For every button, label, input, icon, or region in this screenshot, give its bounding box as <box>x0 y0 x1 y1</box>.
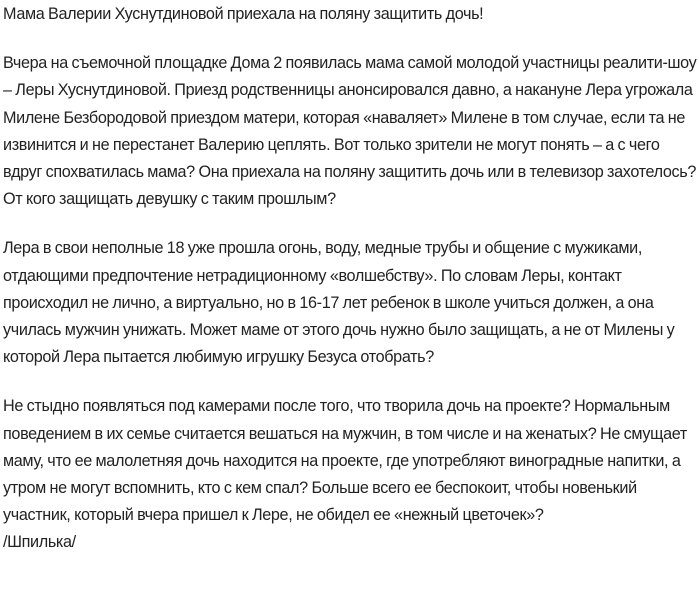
article-title: Мама Валерии Хуснутдиновой приехала на поляну защитить дочь! <box>3 5 484 23</box>
article-paragraph-2: Лера в свои неполные 18 уже прошла огонь, воду, медные трубы и общение с мужиками, отдающими предпочтение нетрадиционному «волшебству». По словам Леры, контакт происходил не лично, а виртуально, но в 16-17 лет ребенок в школе учиться должен, а она училась мужчин унижать. Может маме от этого дочь нужно было защищать, а не от Милены у которой Лера пытается любимую игрушку Безуса отобрать? <box>3 239 675 367</box>
article <box>3 1 697 557</box>
article-paragraph-1: Вчера на съемочной площадке Дома 2 появилась мама самой молодой участницы реалити-шоу – Леры Хуснутдиновой. Приезд родственницы анонсировался давно, а накануне Лера угрожала Милене Безбородовой приездом матери, которая «наваляет» Милене в том случае, если та не извинится и не перестанет Валерию цеплять. Вот только зрители не могут понять – а с чего вдруг спохватилась мама? Она приехала на поляну защитить дочь или в телевизор захотелось? От кого защищать девушку с таким прошлым? <box>3 54 697 209</box>
article-paragraph-3: Не стыдно появляться под камерами после того, что творила дочь на проекте? Нормальным поведением в их семье считается вешаться на мужчин, в том числе и на женатых? Не смущает маму, что ее малолетняя дочь находится на проекте, где употребляют виноградные напитки, а утром не могут вспомнить, кто с кем спал? Больше всего ее беспокоит, чтобы новенький участник, который вчера пришел к Лере, не обидел ее «нежный цветочек»? <box>3 397 687 525</box>
article-signature: /Шпилька/ <box>3 533 76 552</box>
